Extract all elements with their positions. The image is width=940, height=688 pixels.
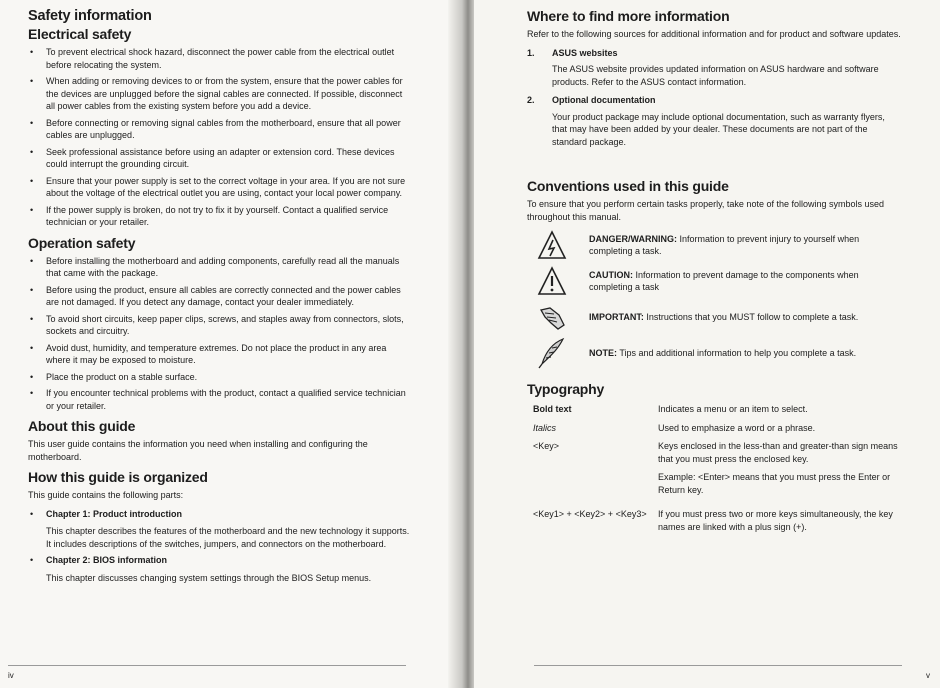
about-guide-text: This user guide contains the information you need when installing and configuring the motherboard.	[28, 439, 368, 462]
list-item: • Before installing the motherboard and adding components, carefully read all the manuals that came with the package.	[30, 255, 400, 278]
guide-organized-heading: How this guide is organized	[28, 469, 208, 485]
safety-title: Safety information	[28, 8, 152, 24]
footer-divider	[8, 665, 406, 666]
operation-safety-heading: Operation safety	[28, 234, 136, 251]
page-number: iv	[8, 671, 14, 680]
list-item: • Seek professional assistance before using an adapter or extension cord. These devices could interrupt the grounding circuit.	[30, 146, 395, 169]
part-desc: This chapter describes the features of the motherboard and the new technology it supports. It includes descriptions of the switches, jumpers, and connectors on the motherboard.	[46, 526, 410, 549]
part-desc: This chapter discusses changing system settings through the BIOS Setup menus.	[46, 572, 372, 583]
item-text: The ASUS website provides updated information on ASUS hardware and software products. Refer to the ASUS contact information.	[552, 64, 879, 87]
item-title: ASUS websites	[552, 47, 618, 58]
right-page	[474, 0, 940, 688]
operation-safety-list	[28, 255, 412, 413]
more-info-list	[527, 47, 902, 149]
electrical-safety-heading: Electrical safety	[28, 26, 132, 42]
convention-important: IMPORTANT: Instructions that you MUST follow to complete a task.	[537, 301, 902, 333]
list-item: 1. ASUS websites The ASUS website provides updated information on ASUS hardware and software products. Refer to the ASUS contact information.	[527, 47, 902, 89]
list-item: • Before connecting or removing signal cables from the motherboard, ensure that all power cables are unplugged.	[30, 117, 401, 140]
table-row: Bold text Indicates a menu or an item to select.	[533, 404, 808, 414]
convention-danger: DANGER/WARNING: Information to prevent injury to yourself when completing a task.	[537, 229, 902, 261]
list-item: • To prevent electrical shock hazard, disconnect the power cable from the electrical outlet before relocating the system.	[30, 47, 395, 70]
typography-heading: Typography	[527, 381, 605, 397]
table-row: Example: <Enter> means that you must press the Enter or Return key.	[658, 472, 891, 495]
list-item: • To avoid short circuits, keep paper clips, screws, and staples away from connectors, slots, sockets and circuitry.	[30, 313, 404, 336]
left-page	[0, 0, 462, 688]
item-text: Your product package may include optional documentation, such as warranty flyers, that may have been added by your dealer. These documents are not part of the standard package.	[552, 111, 885, 147]
guide-parts-list	[28, 508, 412, 585]
table-row: <Key1> + <Key2> + <Key3> If you must press two or more keys simultaneously, the key names are linked with a plus sign (+).	[533, 509, 893, 532]
list-item: • Ensure that your power supply is set to the correct voltage in your area. If you are not sure about the voltage of the electrical outlet you are using, contact your local power company.	[30, 175, 406, 198]
more-info-heading: Where to find more information	[527, 8, 730, 24]
danger-warning-icon	[537, 229, 567, 261]
conventions-intro: To ensure that you perform certain tasks properly, take note of the following symbols used throughout this manual.	[527, 199, 885, 222]
list-item: • If you encounter technical problems with the product, contact a qualified service technician or your retailer.	[30, 388, 406, 411]
list-item: • Chapter 1: Product introduction This chapter describes the features of the motherboard and the new technology it supports. It includes descriptions of the switches, jumpers, and connectors on the motherboard.	[28, 508, 412, 551]
list-item: • Avoid dust, humidity, and temperature extremes. Do not place the product in any area where it may be exposed to moisture.	[30, 342, 387, 365]
table-row: <Key> Keys enclosed in the less-than and greater-than sign means that you must press the enclosed key.	[533, 441, 898, 464]
list-item: • Before using the product, ensure all cables are correctly connected and the power cables are not damaged. If you detect any damage, contact your dealer immediately.	[30, 284, 401, 307]
table-row: Italics Used to emphasize a word or a phrase.	[533, 422, 816, 433]
list-item: • Place the product on a stable surface.	[30, 371, 198, 382]
about-guide-heading: About this guide	[28, 418, 136, 434]
list-item: 2. Optional documentation Your product package may include optional documentation, such as warranty flyers, that may have been added by your dealer. These documents are not part of the standard package.	[527, 94, 902, 148]
note-quill-icon	[537, 337, 567, 369]
part-title: Chapter 2: BIOS information	[46, 555, 168, 565]
convention-caution: CAUTION: Information to prevent damage to the components when completing a task	[537, 265, 902, 297]
part-title: Chapter 1: Product introduction	[46, 508, 182, 519]
conventions-heading: Conventions used in this guide	[527, 178, 729, 194]
convention-note: NOTE: Tips and additional information to help you complete a task.	[537, 337, 902, 369]
more-info-intro: Refer to the following sources for additional information and for product and software updates.	[527, 29, 901, 39]
typography-table	[527, 401, 902, 537]
list-item: • If the power supply is broken, do not try to fix it by yourself. Contact a qualified service technician or your retailer.	[30, 204, 389, 227]
footer-divider	[534, 665, 902, 666]
list-item: • Chapter 2: BIOS information This chapter discusses changing system settings through the BIOS Setup menus.	[28, 554, 412, 584]
list-item: • When adding or removing devices to or from the system, ensure that the power cables for the devices are unplugged before the signal cables are connected. If possible, disconnect all power cables from the existing system before you add a device.	[30, 76, 403, 111]
page-number: v	[926, 671, 930, 680]
caution-icon	[537, 265, 567, 297]
important-hand-icon	[537, 301, 567, 333]
item-title: Optional documentation	[552, 95, 656, 105]
electrical-safety-list	[28, 46, 412, 229]
guide-organized-intro: This guide contains the following parts:	[28, 490, 184, 500]
